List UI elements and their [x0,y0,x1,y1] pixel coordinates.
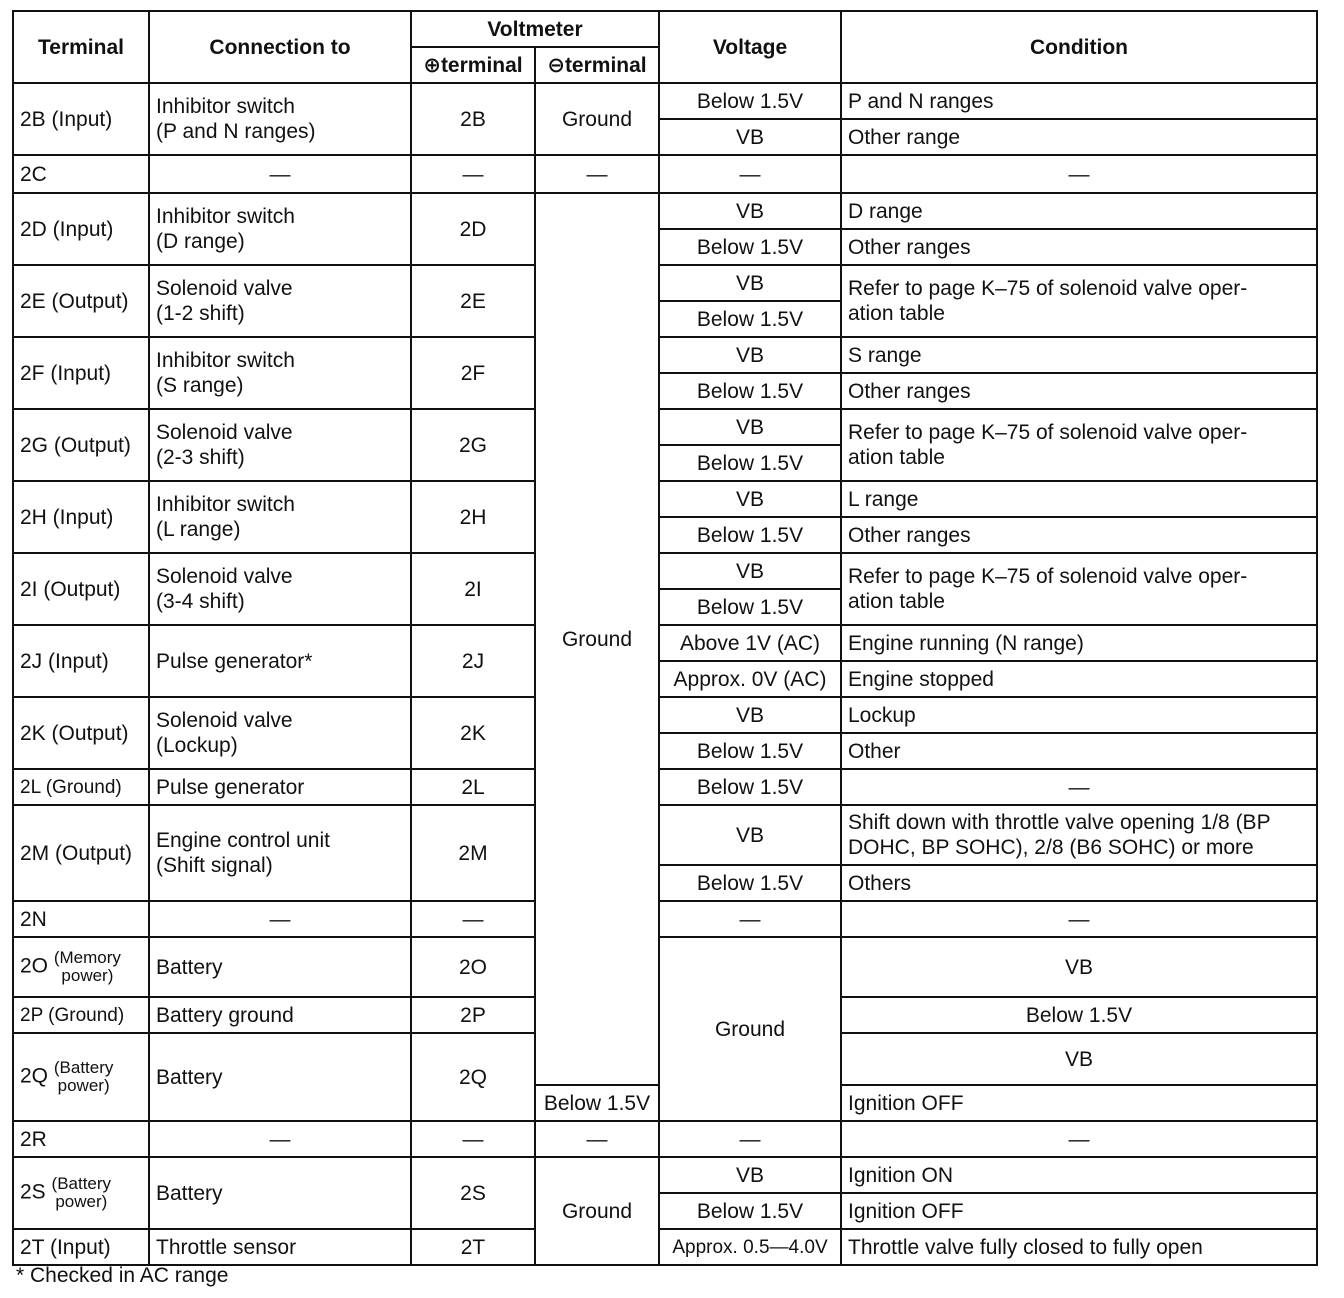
connection-cell: Pulse generator* [149,625,411,697]
condition-cell: Other ranges [841,517,1317,553]
connection-cell: — [149,901,411,937]
voltage-cell: Above 1V (AC) [659,625,841,661]
terminal-cell: 2G (Output) [13,409,149,481]
condition-cell: Engine running (N range) [841,625,1317,661]
condition-cell: P and N ranges [841,83,1317,119]
voltage-cell: Below 1.5V [659,229,841,265]
condition-cell: Shift down with throttle valve opening 1/8 (BP DOHC, BP SOHC), 2/8 (B6 SOHC) or more [841,805,1317,865]
connection-cell: Solenoid valve (Lockup) [149,697,411,769]
terminal-cell: 2J (Input) [13,625,149,697]
voltage-cell: Below 1.5V [659,517,841,553]
terminal-cell: 2K (Output) [13,697,149,769]
voltage-cell: Below 1.5V [659,769,841,805]
condition-cell: Ignition ON [841,1157,1317,1193]
plus-terminal-cell: 2L [411,769,535,805]
condition-cell: Other ranges [841,229,1317,265]
terminal-cell: 2I (Output) [13,553,149,625]
voltage-cell: VB [659,697,841,733]
minus-terminal-cell: — [535,155,659,193]
connection-cell: — [149,155,411,193]
voltage-cell: Below 1.5V [659,1193,841,1229]
header-connection: Connection to [149,11,411,83]
condition-cell: Throttle valve fully closed to fully open [841,1229,1317,1265]
plus-terminal-cell: — [411,1121,535,1157]
voltage-cell: — [659,1121,841,1157]
connection-cell: Battery ground [149,997,411,1033]
connection-cell: Solenoid valve (2-3 shift) [149,409,411,481]
table-row [13,481,1317,517]
terminal-cell: 2H (Input) [13,481,149,553]
table-row [13,1229,1317,1265]
voltage-cell: Below 1.5V [659,589,841,625]
terminal-cell: 2D (Input) [13,193,149,265]
connection-cell: Inhibitor switch (S range) [149,337,411,409]
minus-terminal-cell: Ground [535,83,659,155]
condition-cell: Ignition OFF [841,1193,1317,1229]
minus-terminal-cell: — [659,901,841,937]
condition-cell: Ignition OFF [841,1085,1317,1121]
plus-terminal-cell: 2M [411,805,535,901]
plus-terminal-cell: 2I [411,553,535,625]
minus-terminal-cell: Ground [659,937,841,1121]
footnote: * Checked in AC range [16,1264,229,1287]
table-row [13,1157,1317,1193]
connection-cell: Throttle sensor [149,1229,411,1265]
voltage-cell: Below 1.5V [659,445,841,481]
voltage-cell: Below 1.5V [659,83,841,119]
plus-terminal-cell: 2K [411,697,535,769]
table-row [13,265,1317,301]
plus-terminal-cell: 2G [411,409,535,481]
voltage-cell: VB [659,265,841,301]
minus-terminal-cell: Ground [535,193,659,1085]
condition-cell: Others [841,865,1317,901]
voltage-cell: VB [659,481,841,517]
plus-terminal-cell: 2F [411,337,535,409]
header-plus-terminal: ⊕terminal [411,47,535,83]
connection-cell: Solenoid valve (1-2 shift) [149,265,411,337]
table-row [13,83,1317,119]
voltage-cell: — [659,155,841,193]
plus-terminal-cell: 2T [411,1229,535,1265]
condition-cell: — [841,155,1317,193]
connection-cell: Battery [149,1033,411,1121]
terminal-voltage-table [12,10,1318,1266]
terminal-cell: 2S (Battery power) [13,1157,149,1229]
table-row [13,625,1317,661]
terminal-cell: 2T (Input) [13,1229,149,1265]
voltage-cell: — [841,901,1317,937]
table-row [13,697,1317,733]
voltage-cell: Below 1.5V [659,373,841,409]
table-row [13,769,1317,805]
header-terminal: Terminal [13,11,149,83]
plus-terminal-cell: — [411,155,535,193]
voltage-cell: Below 1.5V [841,997,1317,1033]
connection-cell: Battery [149,1157,411,1229]
table-row [13,409,1317,445]
condition-cell: — [841,1121,1317,1157]
table-row [13,1121,1317,1157]
connection-cell: Inhibitor switch (L range) [149,481,411,553]
condition-cell: Other range [841,119,1317,155]
header-minus-terminal: ⊖terminal [535,47,659,83]
condition-cell: S range [841,337,1317,373]
header-voltmeter: Voltmeter [411,11,659,47]
table-row [13,901,1317,937]
condition-cell: — [841,769,1317,805]
terminal-cell: 2M (Output) [13,805,149,901]
connection-cell: Battery [149,937,411,997]
table-row [13,193,1317,229]
terminal-cell: 2R [13,1121,149,1157]
plus-terminal-cell: 2O [411,937,535,997]
voltage-cell: VB [659,409,841,445]
plus-terminal-cell: 2Q [411,1033,535,1121]
connection-cell: — [149,1121,411,1157]
terminal-cell: 2O (Memory power) [13,937,149,997]
voltage-cell: VB [659,805,841,865]
plus-terminal-cell: 2S [411,1157,535,1229]
condition-cell: Refer to page K–75 of solenoid valve oper- ation table [841,553,1317,625]
connection-cell: Inhibitor switch (D range) [149,193,411,265]
plus-terminal-cell: 2B [411,83,535,155]
table-row [13,553,1317,589]
voltage-cell: VB [841,1033,1317,1085]
plus-terminal-cell: — [411,901,535,937]
condition-cell: L range [841,481,1317,517]
header-condition: Condition [841,11,1317,83]
connection-cell: Pulse generator [149,769,411,805]
condition-cell: Other [841,733,1317,769]
voltage-cell: Below 1.5V [659,865,841,901]
condition-cell: Refer to page K–75 of solenoid valve oper- ation table [841,409,1317,481]
terminal-cell: 2Q (Battery power) [13,1033,149,1121]
terminal-voltage-table-sheet [12,10,1316,1266]
condition-cell: D range [841,193,1317,229]
terminal-cell: 2L (Ground) [13,769,149,805]
condition-cell: Other ranges [841,373,1317,409]
plus-terminal-cell: 2P [411,997,535,1033]
plus-terminal-cell: 2E [411,265,535,337]
voltage-cell: VB [659,337,841,373]
table-row [13,937,1317,997]
voltage-cell: Below 1.5V [535,1085,659,1121]
condition-cell: Lockup [841,697,1317,733]
terminal-cell: 2E (Output) [13,265,149,337]
table-row [13,805,1317,865]
voltage-cell: Approx. 0.5—4.0V [659,1229,841,1265]
connection-cell: Inhibitor switch (P and N ranges) [149,83,411,155]
voltage-cell: VB [659,553,841,589]
plus-terminal-cell: 2D [411,193,535,265]
voltage-cell: VB [659,119,841,155]
header-voltage: Voltage [659,11,841,83]
terminal-cell: 2C [13,155,149,193]
condition-cell: Engine stopped [841,661,1317,697]
voltage-cell: VB [841,937,1317,997]
connection-cell: Engine control unit (Shift signal) [149,805,411,901]
terminal-cell: 2P (Ground) [13,997,149,1033]
table-row [13,337,1317,373]
table-row [13,155,1317,193]
minus-terminal-cell: — [535,1121,659,1157]
plus-terminal-cell: 2J [411,625,535,697]
voltage-cell: VB [659,193,841,229]
plus-terminal-cell: 2H [411,481,535,553]
minus-terminal-cell: Ground [535,1157,659,1265]
header-row [13,11,1317,47]
voltage-cell: Below 1.5V [659,301,841,337]
voltage-cell: Approx. 0V (AC) [659,661,841,697]
terminal-cell: 2B (Input) [13,83,149,155]
connection-cell: Solenoid valve (3-4 shift) [149,553,411,625]
voltage-cell: VB [659,1157,841,1193]
voltage-cell: Below 1.5V [659,733,841,769]
terminal-cell: 2F (Input) [13,337,149,409]
condition-cell: Refer to page K–75 of solenoid valve oper- ation table [841,265,1317,337]
terminal-cell: 2N [13,901,149,937]
